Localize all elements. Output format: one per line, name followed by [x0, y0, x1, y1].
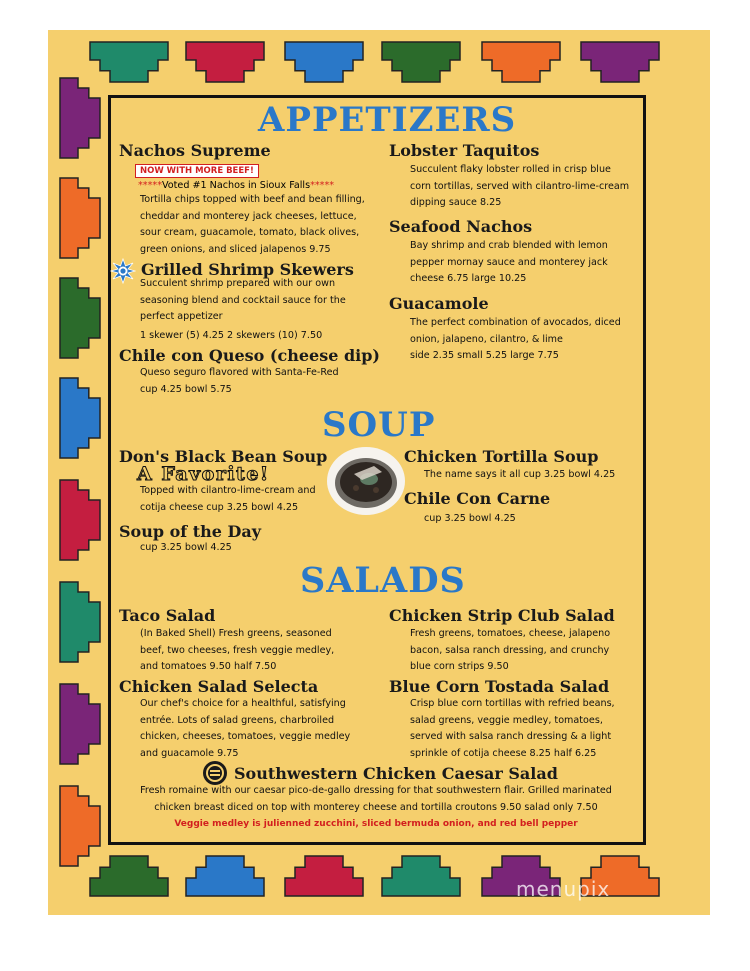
- desc-line: cup 3.25 bowl 4.25: [424, 513, 516, 524]
- nachos-supreme-title: Nachos Supreme: [119, 141, 271, 160]
- caesar-salad-description: [110, 783, 642, 816]
- taco-salad-description: [140, 626, 334, 676]
- desc-line: chicken breast diced on top with monterey cheese and tortilla croutons 9.50 salad only 7.50: [154, 801, 598, 813]
- left-border-tile: [60, 78, 100, 158]
- bottom-border-tile: [382, 856, 460, 896]
- desc-line: The name says it all cup 3.25 bowl 4.25: [424, 469, 616, 480]
- desc-line: cheddar and monterey jack cheeses, lettuce,: [140, 210, 357, 222]
- desc-line: Topped with cilantro-lime-cream and: [140, 485, 316, 496]
- voted-tagline: [138, 180, 334, 191]
- chile-con-carne-title: Chile Con Carne: [404, 489, 551, 508]
- desc-line: 1 skewer (5) 4.25 2 skewers (10) 7.50: [140, 329, 323, 341]
- left-border-tile: [60, 278, 100, 358]
- soup-bowl-photo: [326, 446, 406, 516]
- desc-line: Bay shrimp and crab blended with lemon: [410, 240, 608, 251]
- desc-line: (In Baked Shell) Fresh greens, seasoned: [140, 628, 332, 639]
- chicken-salad-selecta-title: Chicken Salad Selecta: [119, 677, 319, 696]
- top-border-tile: [90, 42, 168, 82]
- caesar-salad-title: Southwestern Chicken Caesar Salad: [234, 764, 558, 783]
- left-border-tile: [60, 582, 100, 662]
- desc-line: Queso seguro flavored with Santa-Fe-Red: [140, 367, 339, 378]
- desc-line: sprinkle of cotija cheese 8.25 half 6.25: [410, 747, 597, 759]
- desc-line: side 2.35 small 5.25 large 7.75: [410, 350, 559, 361]
- desc-line: cotija cheese cup 3.25 bowl 4.25: [140, 501, 299, 513]
- top-border-tile: [581, 42, 659, 82]
- desc-line: seasoning blend and cocktail sauce for the: [140, 294, 346, 306]
- sun-icon: [110, 258, 136, 284]
- chicken-tortilla-soup-description: [424, 467, 615, 484]
- bottom-border-tile: [285, 856, 363, 896]
- left-border-tile: [60, 480, 100, 560]
- desc-line: pepper mornay sauce and monterey jack: [410, 256, 608, 268]
- desc-line: onion, jalapeno, cilantro, & lime: [410, 333, 563, 345]
- desc-line: green onions, and sliced jalapenos 9.75: [140, 243, 331, 255]
- desc-line: Crisp blue corn tortillas with refried beans,: [410, 698, 615, 709]
- more-beef-badge: NOW WITH MORE BEEF!: [135, 164, 259, 178]
- black-bean-soup-description: [140, 483, 316, 516]
- soup-heading: SOUP: [322, 405, 436, 445]
- taco-salad-title: Taco Salad: [119, 606, 216, 625]
- desc-line: chicken, cheeses, tomatoes, veggie medley: [140, 731, 351, 742]
- veggie-medley-note: Veggie medley is julienned zucchini, sliced bermuda onion, and red bell pepper: [174, 819, 578, 829]
- voted-stars-left: *****: [138, 180, 162, 191]
- voted-text: Voted #1 Nachos in Sioux Falls: [161, 180, 311, 191]
- salads-heading: SALADS: [300, 560, 466, 601]
- desc-line: Fresh greens, tomatoes, cheese, jalapeno: [410, 628, 611, 639]
- guacamole-description: [410, 315, 621, 365]
- chicken-salad-selecta-description: [140, 696, 350, 762]
- guacamole-title: Guacamole: [389, 294, 489, 313]
- desc-line: beef, two cheeses, fresh veggie medley,: [140, 644, 335, 656]
- top-border-tile: [186, 42, 264, 82]
- desc-line: Succulent shrimp prepared with our own: [140, 278, 336, 289]
- watermark: menupix: [516, 877, 611, 901]
- desc-line: and guacamole 9.75: [140, 747, 239, 759]
- desc-line: blue corn strips 9.50: [410, 661, 509, 672]
- chile-con-queso-description: [140, 365, 339, 398]
- left-border-tile: [60, 178, 100, 258]
- desc-line: Fresh romaine with our caesar pico-de-gallo dressing for that southwestern flair. Grilled marinated: [140, 785, 612, 796]
- chicken-tortilla-soup-title: Chicken Tortilla Soup: [404, 447, 599, 466]
- desc-line: perfect appetizer: [140, 311, 223, 322]
- desc-line: The perfect combination of avocados, diced: [410, 317, 621, 328]
- top-border-tile: [482, 42, 560, 82]
- seafood-nachos-description: [410, 238, 608, 288]
- lobster-taquitos-title: Lobster Taquitos: [389, 141, 540, 160]
- desc-line: Tortilla chips topped with beef and bean filling,: [140, 194, 365, 205]
- nachos-supreme-description: [140, 192, 365, 258]
- desc-line: Succulent flaky lobster rolled in crisp blue: [410, 164, 611, 175]
- desc-line: bacon, salsa ranch dressing, and crunchy: [410, 644, 610, 656]
- chile-con-queso-title: Chile con Queso (cheese dip): [119, 346, 380, 365]
- bottom-border-tile: [90, 856, 168, 896]
- lobster-taquitos-description: [410, 162, 629, 212]
- shrimp-skewers-description: [140, 276, 346, 344]
- favorite-label: A Favorite!: [137, 463, 270, 485]
- chicken-strip-club-title: Chicken Strip Club Salad: [389, 606, 615, 625]
- chile-con-carne-description: [424, 511, 516, 528]
- voted-stars-right: *****: [310, 180, 335, 191]
- shrimp-skewers-title: Grilled Shrimp Skewers: [141, 260, 354, 279]
- soup-of-the-day-title: Soup of the Day: [119, 522, 262, 541]
- desc-line: entrée. Lots of salad greens, charbroiled: [140, 714, 335, 726]
- desc-line: salad greens, veggie medley, tomatoes,: [410, 714, 603, 726]
- left-border-tile: [60, 786, 100, 866]
- chicken-strip-club-description: [410, 626, 610, 676]
- desc-line: cup 3.25 bowl 4.25: [140, 542, 232, 553]
- desc-line: sour cream, guacamole, tomato, black olives,: [140, 227, 360, 238]
- soup-of-the-day-description: [140, 540, 232, 557]
- seafood-nachos-title: Seafood Nachos: [389, 217, 533, 236]
- appetizers-heading: APPETIZERS: [258, 100, 517, 140]
- top-border-tile: [382, 42, 460, 82]
- left-border-tile: [60, 684, 100, 764]
- bottom-border-tile: [186, 856, 264, 896]
- desc-line: corn tortillas, served with cilantro-lime-cream: [410, 180, 630, 192]
- desc-line: Our chef's choice for a healthful, satisfying: [140, 698, 346, 709]
- desc-line: dipping sauce 8.25: [410, 197, 502, 208]
- desc-line: and tomatoes 9.50 half 7.50: [140, 661, 277, 672]
- blue-corn-tostada-description: [410, 696, 615, 762]
- blue-corn-tostada-title: Blue Corn Tostada Salad: [389, 677, 610, 696]
- desc-line: served with salsa ranch dressing & a light: [410, 731, 612, 742]
- desc-line: cheese 6.75 large 10.25: [410, 273, 527, 284]
- black-bean-soup-title: Don's Black Bean Soup: [119, 447, 328, 466]
- desc-line: cup 4.25 bowl 5.75: [140, 383, 232, 395]
- top-border-tile: [285, 42, 363, 82]
- left-border-tile: [60, 378, 100, 458]
